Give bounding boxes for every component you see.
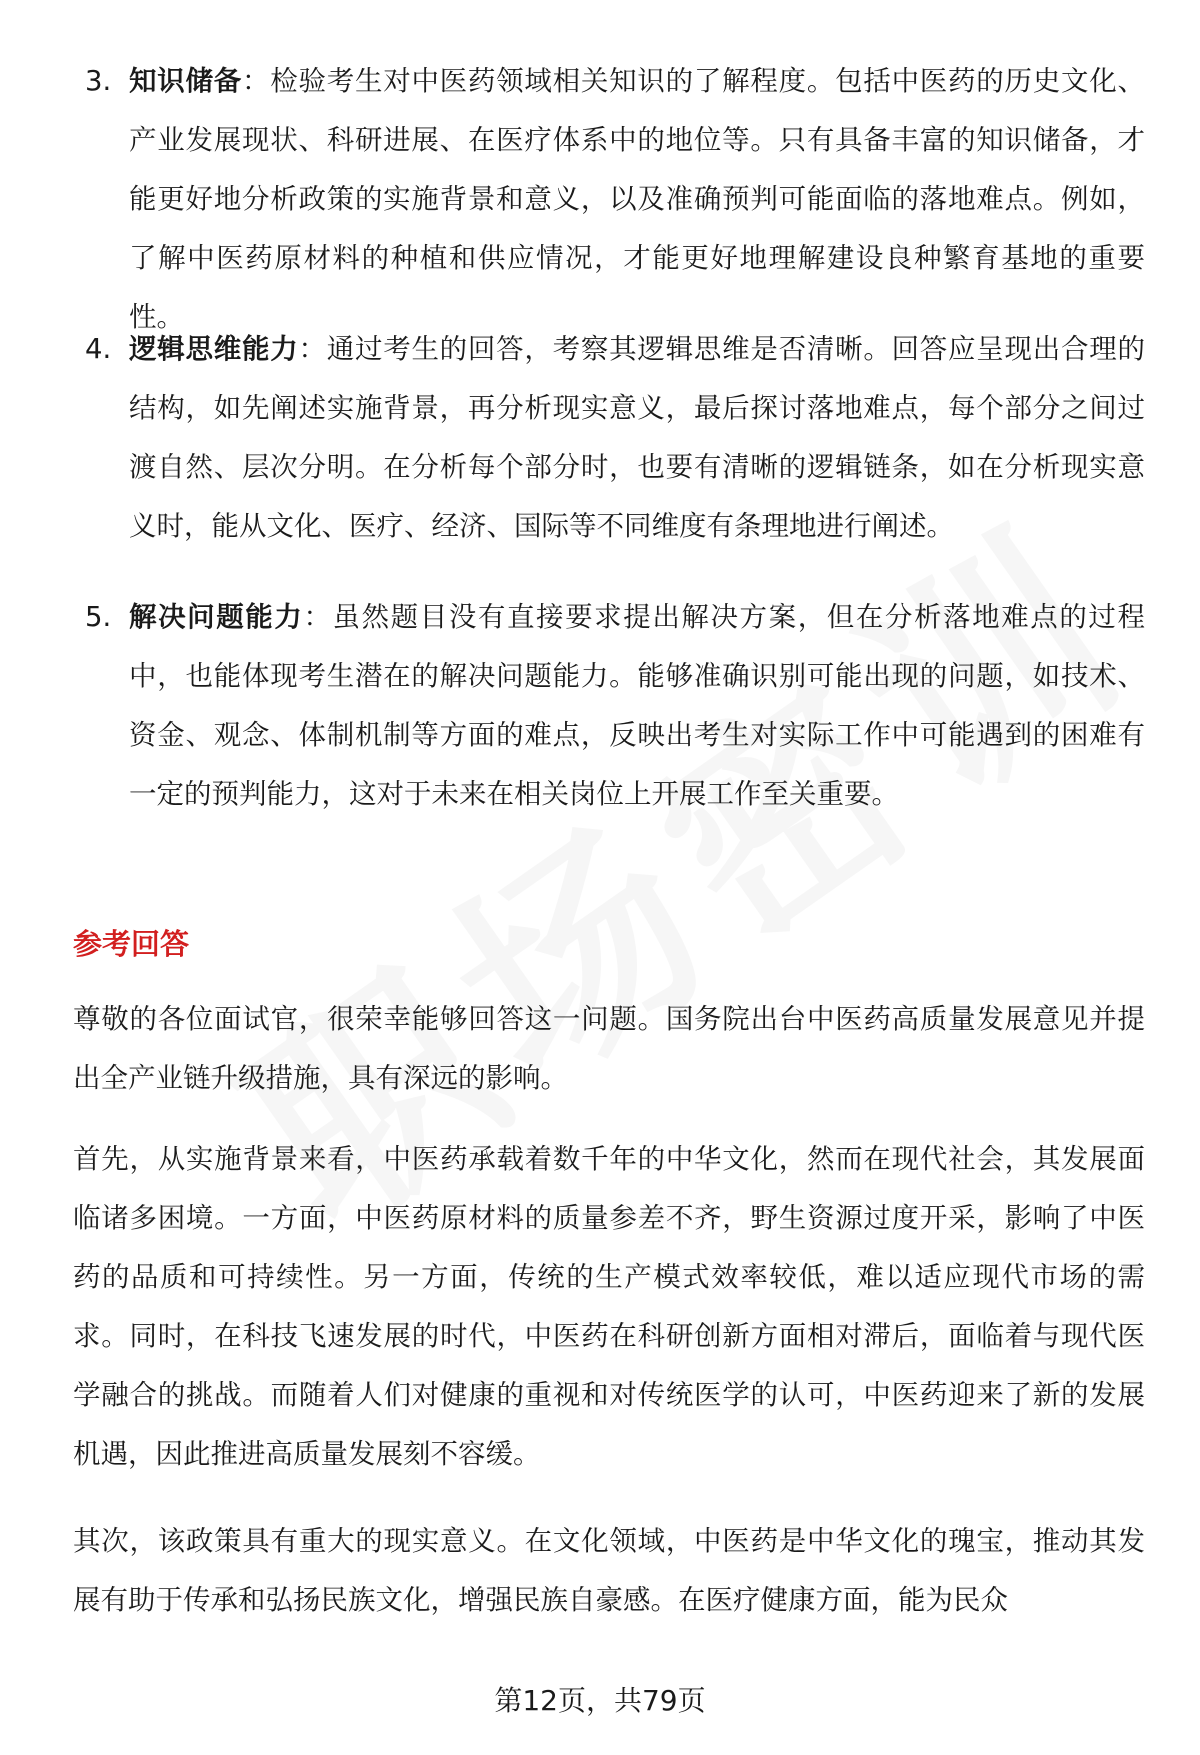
paragraph-intro: 尊敬的各位面试官，很荣幸能够回答这一问题。国务院出台中医药高质量发展意见并提出全产业链升级措施，具有深远的影响。	[73, 1003, 1145, 1094]
section-heading: 参考回答	[73, 927, 190, 961]
list-item-term: 知识储备	[129, 65, 242, 97]
list-number: 3.	[85, 65, 112, 97]
page-number-footer: 第12页，共79页	[494, 1684, 706, 1717]
list-item-body	[129, 52, 1145, 347]
list-item-knowledge	[85, 52, 1145, 347]
list-item-body	[129, 588, 1145, 824]
list-item-logic	[85, 320, 1145, 556]
paragraph-significance: 其次，该政策具有重大的现实意义。在文化领域，中医药是中华文化的瑰宝，推动其发展有助于传承和弘扬民族文化，增强民族自豪感。在医疗健康方面，能为民众	[73, 1525, 1145, 1616]
list-item-text: ：虽然题目没有直接要求提出解决方案，但在分析落地难点的过程中，也能体现考生潜在的解决问题能力。能够准确识别可能出现的问题，如技术、资金、观念、体制机制等方面的难点，反映出考生对实际工作中可能遇到的困难有一定的预判能力，这对于未来在相关岗位上开展工作至关重要。	[129, 601, 1146, 810]
list-number: 5.	[85, 601, 112, 633]
paragraph-background: 首先，从实施背景来看，中医药承载着数千年的中华文化，然而在现代社会，其发展面临诸多困境。一方面，中医药原材料的质量参差不齐，野生资源过度开采，影响了中医药的品质和可持续性。另一方面，传统的生产模式效率较低，难以适应现代市场的需求。同时，在科技飞速发展的时代，中医药在科研创新方面相对滞后，面临着与现代医学融合的挑战。而随着人们对健康的重视和对传统医学的认可，中医药迎来了新的发展机遇，因此推进高质量发展刻不容缓。	[73, 1143, 1145, 1470]
list-item-term: 解决问题能力	[129, 601, 304, 633]
list-item-term: 逻辑思维能力	[129, 333, 299, 365]
list-item-text: ：检验考生对中医药领域相关知识的了解程度。包括中医药的历史文化、产业发展现状、科研进展、在医疗体系中的地位等。只有具备丰富的知识储备，才能更好地分析政策的实施背景和意义，以及准确预判可能面临的落地难点。例如，了解中医药原材料的种植和供应情况，才能更好地理解建设良种繁育基地的重要性。	[129, 65, 1146, 333]
list-item-text: ：通过考生的回答，考察其逻辑思维是否清晰。回答应呈现出合理的结构，如先阐述实施背景，再分析现实意义，最后探讨落地难点，每个部分之间过渡自然、层次分明。在分析每个部分时，也要有清晰的逻辑链条，如在分析现实意义时，能从文化、医疗、经济、国际等不同维度有条理地进行阐述。	[129, 333, 1146, 542]
list-item-body	[129, 320, 1145, 556]
list-item-problem-solving	[85, 588, 1145, 824]
list-number: 4.	[85, 333, 112, 365]
